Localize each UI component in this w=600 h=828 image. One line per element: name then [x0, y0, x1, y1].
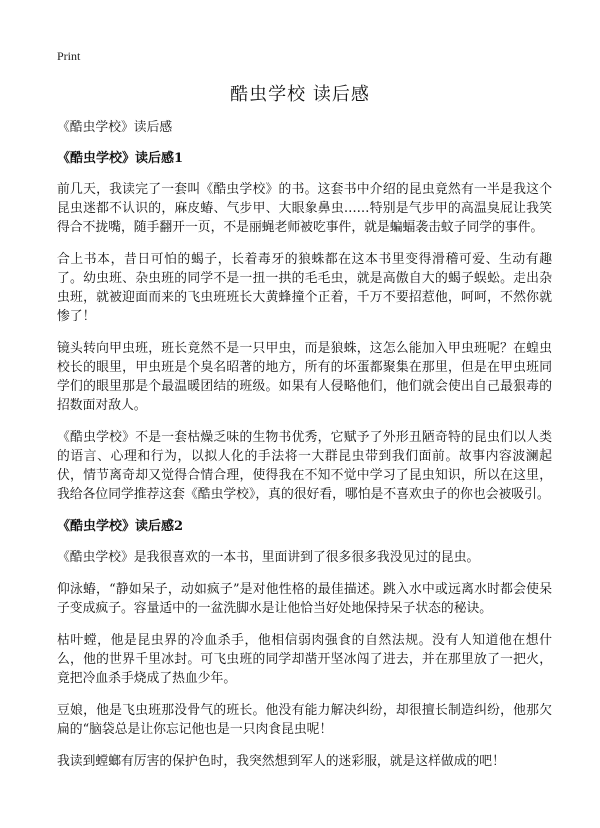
section-2-heading: 《酷虫学校》读后感2: [57, 519, 184, 534]
section-2-paragraph-2: 仰泳蝽，“静如呆子，动如疯子”是对他性格的最佳描述。跳入水中或远离水时都会使呆子变成疯子。容量适中的一盆洗脚水是让他恰当好处地保持呆子状态的秘诀。: [57, 582, 552, 616]
print-link[interactable]: Print: [57, 49, 81, 63]
page-title: 酷虫学校 读后感: [230, 84, 370, 105]
section-2-paragraph-5: 我读到螳螂有厉害的保护色时，我突然想到军人的迷彩服，就是这样做成的吧！: [57, 754, 505, 769]
section-1-paragraph-3: 镜头转向甲虫班，班长竟然不是一只甲虫，而是狼蛛，这怎么能加入甲虫班呢？在蝗虫校长的眼里，甲虫班是个臭名昭著的地方，所有的坏蛋都聚集在那里，但是在甲虫班同学们的眼里那是个最温暖团结的班级。如果有人侵略他们，他们就会使出自己最狠毒的招数面对敌人。: [57, 341, 552, 413]
section-1-paragraph-4: 《酷虫学校》不是一套枯燥乏味的生物书优秀，它赋予了外形丑陋奇特的昆虫们以人类的语言、心理和行为，以拟人化的手法将一大群昆虫带到我们面前。故事内容波澜起伏，情节离奇却又觉得合情合理，使得我在不知不觉中学习了昆虫知识，所以在这里，我给各位同学推荐这套《酷虫学校》，真的很好看，哪怕是不喜欢虫子的你也会被吸引。: [57, 430, 552, 502]
intro-line: 《酷虫学校》读后感: [57, 120, 173, 135]
section-1-paragraph-2: 合上书本，昔日可怕的蝎子，长着毒牙的狼蛛都在这本书里变得滑稽可爱、生动有趣了。幼虫班、杂虫班的同学不是一扭一拱的毛毛虫，就是高傲自大的蝎子蜈蚣。走出杂虫班，就被迎面而来的飞虫班班长大黄蜂撞个正着，千万不要招惹他，呵呵，不然你就惨了！: [57, 252, 552, 324]
article-body: [57, 118, 552, 784]
section-2-paragraph-1: 《酷虫学校》是我很喜欢的一本书，里面讲到了很多很多我没见过的昆虫。: [57, 550, 480, 565]
section-2-paragraph-4: 豆娘，他是飞虫班那没骨气的班长。他没有能力解决纠纷，却很擅长制造纠纷，他那欠扁的“脑袋总是让你忘记他也是一只肉食昆虫呢！: [57, 703, 552, 737]
section-2-paragraph-3: 枯叶螳，他是昆虫界的冷血杀手，他相信弱肉强食的自然法规。没有人知道他在想什么，他的世界千里冰封。可飞虫班的同学却凿开坚冰闯了进去，并在那里放了一把火，竟把冷血杀手烧成了热血少年。: [57, 633, 552, 686]
section-1-paragraph-1: 前几天，我读完了一套叫《酷虫学校》的书。这套书中介绍的昆虫竟然有一半是我这个昆虫迷都不认识的，麻皮蝽、气步甲、大眼象鼻虫……特别是气步甲的高温臭屁让我笑得合不拢嘴，随手翻开一页，不是丽蝇老师被吃事件，就是蝙蝠袭击蚊子同学的事件。: [57, 182, 552, 235]
section-1-heading: 《酷虫学校》读后感1: [57, 151, 184, 166]
